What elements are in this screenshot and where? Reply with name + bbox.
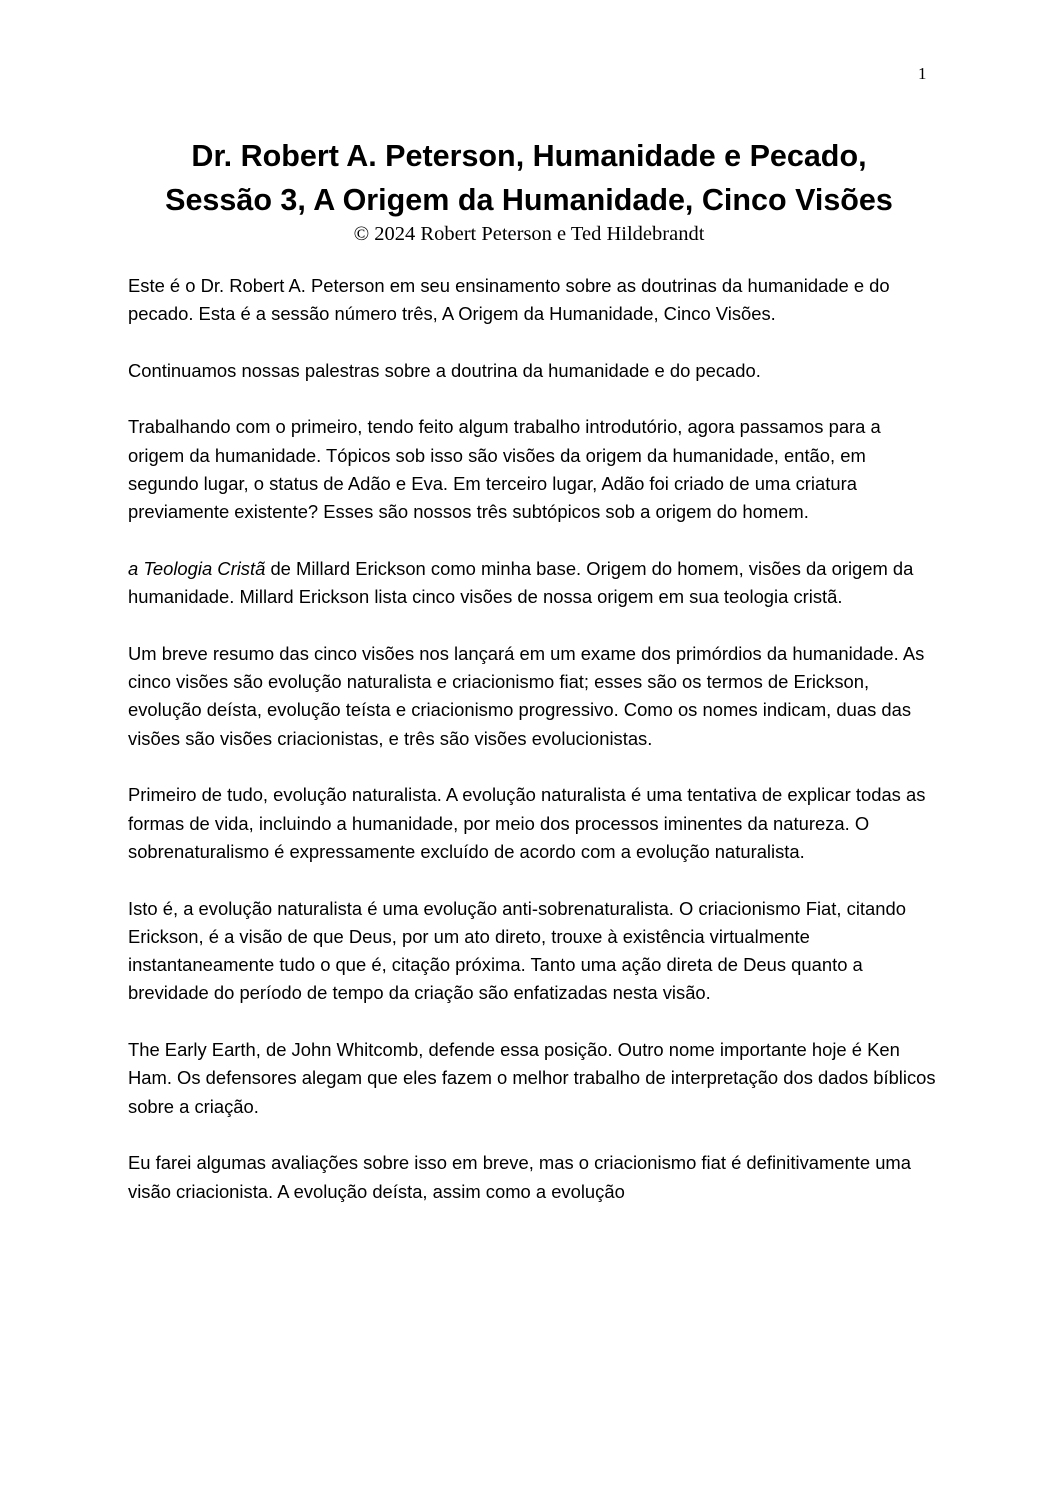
document-title	[80, 134, 978, 222]
page-number: 1	[918, 64, 927, 83]
document-body	[128, 272, 938, 1234]
title-line-2: Sessão 3, A Origem da Humanidade, Cinco Visões	[165, 183, 893, 217]
paragraph: Um breve resumo das cinco visões nos lançará em um exame dos primórdios da humanidade. As cinco visões são evolução naturalista e criacionismo fiat; esses são os termos de Erickson, evolução deísta, evolução teísta e criacionismo progressivo. Como os nomes indicam, duas das visões são visões criacionistas, e três são visões evolucionistas.	[128, 642, 925, 749]
paragraph: Isto é, a evolução naturalista é uma evolução anti-sobrenaturalista. O criacionismo Fiat, citando Erickson, é a visão de que Deus, por um ato direto, trouxe à existência virtualmente instantaneamente tudo o que é, citação próxima. Tanto uma ação direta de Deus quanto a brevidade do período de tempo da criação são enfatizadas nesta visão.	[128, 897, 906, 1004]
book-title-italic: a Teologia Cristã	[128, 557, 266, 579]
paragraph-text: de Millard Erickson como minha base. Origem do homem, visões da origem da humanidade. Millard Erickson lista cinco visões de nossa origem em sua teologia cristã.	[128, 557, 914, 608]
paragraph: The Early Earth, de John Whitcomb, defende essa posição. Outro nome importante hoje é Ken Ham. Os defensores alegam que eles fazem o melhor trabalho de interpretação dos dados bíblicos sobre a criação.	[128, 1039, 936, 1117]
paragraph: Continuamos nossas palestras sobre a doutrina da humanidade e do pecado.	[128, 359, 761, 381]
copyright-notice: © 2024 Robert Peterson e Ted Hildebrandt	[353, 223, 705, 245]
paragraph	[128, 555, 938, 612]
paragraph: Este é o Dr. Robert A. Peterson em seu ensinamento sobre as doutrinas da humanidade e do pecado. Esta é a sessão número três, A Origem da Humanidade, Cinco Visões.	[128, 275, 890, 325]
paragraph: Primeiro de tudo, evolução naturalista. A evolução naturalista é uma tentativa de explicar todas as formas de vida, incluindo a humanidade, por meio dos processos iminentes da natureza. O sobrenaturalismo é expressamente excluído de acordo com a evolução naturalista.	[128, 784, 926, 862]
paragraph: Eu farei algumas avaliações sobre isso em breve, mas o criacionismo fiat é definitivamente uma visão criacionista. A evolução deísta, assim como a evolução	[128, 1152, 911, 1202]
paragraph: Trabalhando com o primeiro, tendo feito algum trabalho introdutório, agora passamos para a origem da humanidade. Tópicos sob isso são visões da origem da humanidade, então, em segundo lugar, o status de Adão e Eva. Em terceiro lugar, Adão foi criado de uma criatura previamente existente? Esses são nossos três subtópicos sob a origem do homem.	[128, 416, 881, 523]
title-line-1: Dr. Robert A. Peterson, Humanidade e Pecado,	[191, 139, 867, 173]
